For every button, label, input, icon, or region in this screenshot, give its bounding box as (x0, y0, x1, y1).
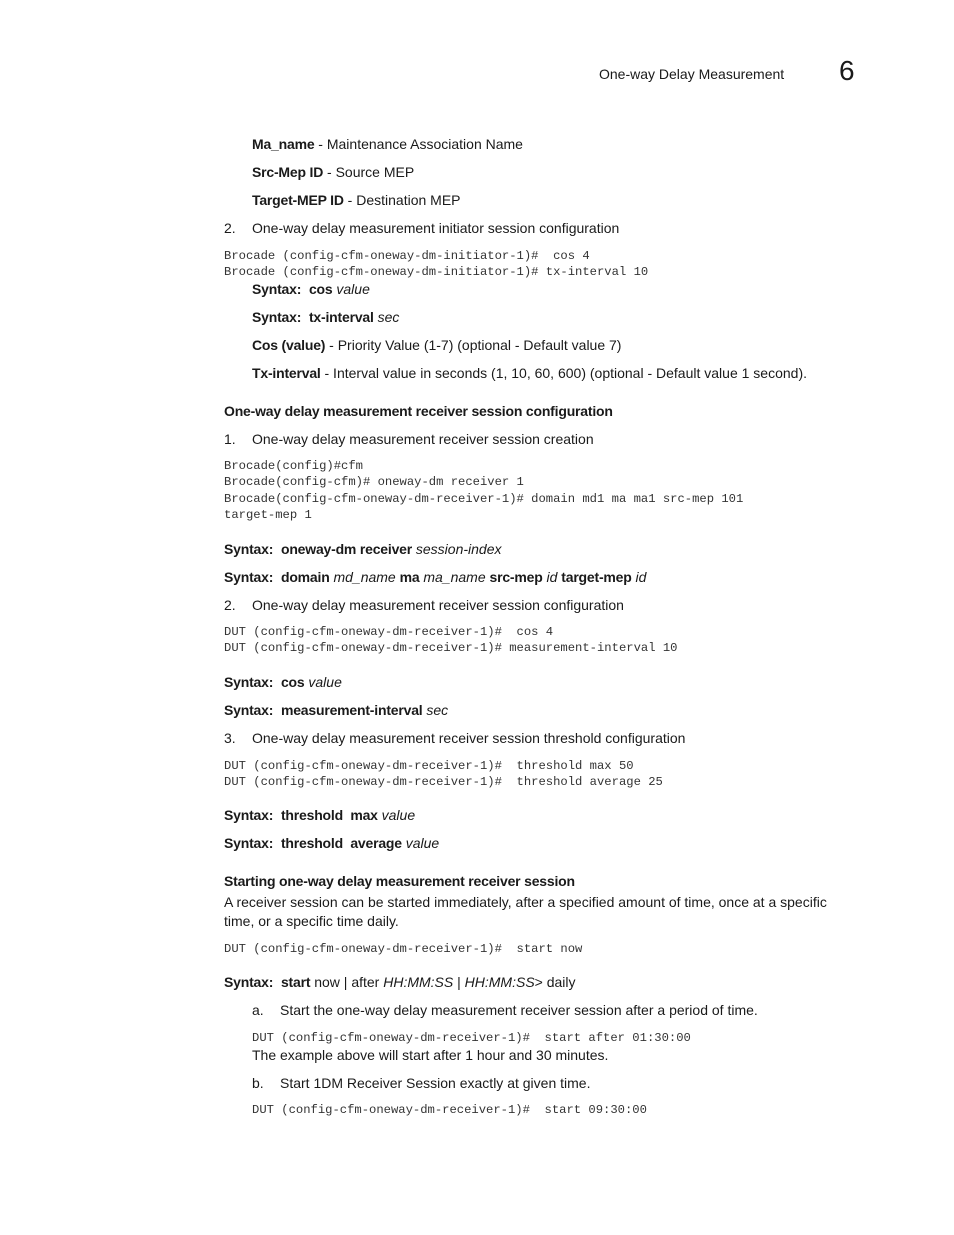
step-num: 1. (224, 431, 236, 447)
syntax-init-tx (252, 308, 399, 326)
def-desc: - Priority Value (1-7) (optional - Default value 7) (325, 337, 622, 353)
syntax-label: Syntax: (252, 309, 302, 325)
syntax-arg: value (381, 807, 416, 823)
step-text: Start 1DM Receiver Session exactly at given time. (280, 1075, 591, 1091)
code-block-initiator: Brocade (config-cfm-oneway-dm-initiator-1)# cos 4 Brocade (config-cfm-oneway-dm-initiator-1)# tx-interval 10 (224, 249, 649, 280)
step-num: a. (252, 1002, 264, 1018)
code-block-start-time: DUT (config-cfm-oneway-dm-receiver-1)# start 09:30:00 (252, 1103, 647, 1117)
syntax-arg: session-index (415, 541, 502, 557)
param-desc: - Source MEP (323, 164, 415, 180)
syntax-label: Syntax: (224, 974, 274, 990)
param-desc: - Maintenance Association Name (314, 136, 523, 152)
syntax-arg: sec (426, 702, 449, 718)
step-num: 2. (224, 220, 236, 236)
syntax-label: Syntax: (224, 541, 274, 557)
syntax-keyword: threshold average (280, 835, 402, 851)
syntax-measurement-interval (224, 701, 448, 719)
syntax-init-cos (252, 280, 370, 298)
syntax-keyword: src-mep (489, 569, 543, 585)
step-num: 3. (224, 730, 236, 746)
param-ma-name (252, 135, 523, 153)
syntax-text: > daily (534, 974, 576, 990)
syntax-arg: value (405, 835, 440, 851)
syntax-keyword: start (280, 974, 311, 990)
syntax-label: Syntax: (224, 569, 274, 585)
heading-start-session: Starting one-way delay measurement receiver session (224, 873, 575, 889)
param-target-mep (252, 191, 461, 209)
syntax-threshold-average (224, 834, 439, 852)
chapter-number: 6 (839, 55, 855, 86)
param-term: Ma_name (252, 136, 315, 152)
syntax-start (224, 973, 576, 991)
syntax-arg: id (635, 569, 647, 585)
step-text: Start the one-way delay measurement receiver session after a period of time. (280, 1002, 758, 1018)
step-text: One-way delay measurement receiver session threshold configuration (252, 730, 686, 746)
syntax-label: Syntax: (224, 702, 274, 718)
param-term: Src-Mep ID (252, 164, 324, 180)
syntax-threshold-max (224, 806, 415, 824)
def-desc: - Interval value in seconds (1, 10, 60, 600) (optional - Default value 1 second). (320, 365, 807, 381)
syntax-keyword: cos (308, 281, 333, 297)
param-term: Target-MEP ID (252, 192, 344, 208)
paragraph-start-line-1: A receiver session can be started immediately, after a specified amount of time, once at a specific (224, 894, 827, 910)
syntax-oneway-dm-receiver (224, 540, 502, 558)
syntax-arg: sec (377, 309, 400, 325)
step-text: One-way delay measurement initiator session configuration (252, 220, 620, 236)
param-desc: - Destination MEP (343, 192, 461, 208)
syntax-arg: value (308, 674, 342, 690)
step-text: One-way delay measurement receiver session creation (252, 431, 594, 447)
syntax-keyword: ma (399, 569, 420, 585)
def-term: Cos (value) (252, 337, 326, 353)
code-block-threshold: DUT (config-cfm-oneway-dm-receiver-1)# threshold max 50 DUT (config-cfm-oneway-dm-receiver-1)# threshold average 25 (224, 759, 663, 790)
heading-receiver-config: One-way delay measurement receiver session configuration (224, 403, 613, 419)
code-block-receiver-create: Brocade(config)#cfm Brocade(config-cfm)# oneway-dm receiver 1 Brocade(config-cfm-oneway-dm-receiver-1)# domain md1 ma ma1 src-mep 101 target-mep 1 (224, 459, 744, 523)
syntax-label: Syntax: (252, 281, 302, 297)
syntax-keyword: domain (280, 569, 330, 585)
def-cos (252, 336, 621, 354)
syntax-arg: HH:MM:SS (464, 974, 535, 990)
syntax-text: now | after (310, 974, 384, 990)
syntax-keyword: threshold max (280, 807, 378, 823)
note-start-after: The example above will start after 1 hour and 30 minutes. (252, 1047, 609, 1063)
code-block-start-after: DUT (config-cfm-oneway-dm-receiver-1)# start after 01:30:00 (252, 1031, 691, 1045)
paragraph-start-line-2: time, or a specific time daily. (224, 913, 399, 929)
syntax-arg: HH:MM:SS (383, 974, 454, 990)
syntax-keyword: measurement-interval (280, 702, 423, 718)
code-block-receiver-config: DUT (config-cfm-oneway-dm-receiver-1)# cos 4 DUT (config-cfm-oneway-dm-receiver-1)# measurement-interval 10 (224, 625, 678, 656)
running-header-title: One-way Delay Measurement (599, 66, 785, 82)
syntax-arg: ma_name (423, 569, 486, 585)
syntax-keyword: cos (280, 674, 305, 690)
syntax-arg: value (336, 281, 370, 297)
step-text: One-way delay measurement receiver session configuration (252, 597, 624, 613)
code-block-start-now: DUT (config-cfm-oneway-dm-receiver-1)# start now (224, 942, 583, 956)
step-num: 2. (224, 597, 236, 613)
syntax-recv-cos (224, 673, 342, 691)
syntax-arg: id (546, 569, 558, 585)
step-num: b. (252, 1075, 264, 1091)
def-term: Tx-interval (252, 365, 321, 381)
syntax-arg: md_name (333, 569, 396, 585)
syntax-text: | (453, 974, 465, 990)
syntax-keyword: tx-interval (308, 309, 374, 325)
syntax-label: Syntax: (224, 835, 274, 851)
def-tx-interval (252, 364, 807, 382)
syntax-keyword: target-mep (561, 569, 632, 585)
param-src-mep (252, 163, 414, 181)
syntax-label: Syntax: (224, 807, 274, 823)
syntax-keyword: oneway-dm receiver (280, 541, 412, 557)
syntax-label: Syntax: (224, 674, 274, 690)
syntax-domain (224, 568, 646, 586)
